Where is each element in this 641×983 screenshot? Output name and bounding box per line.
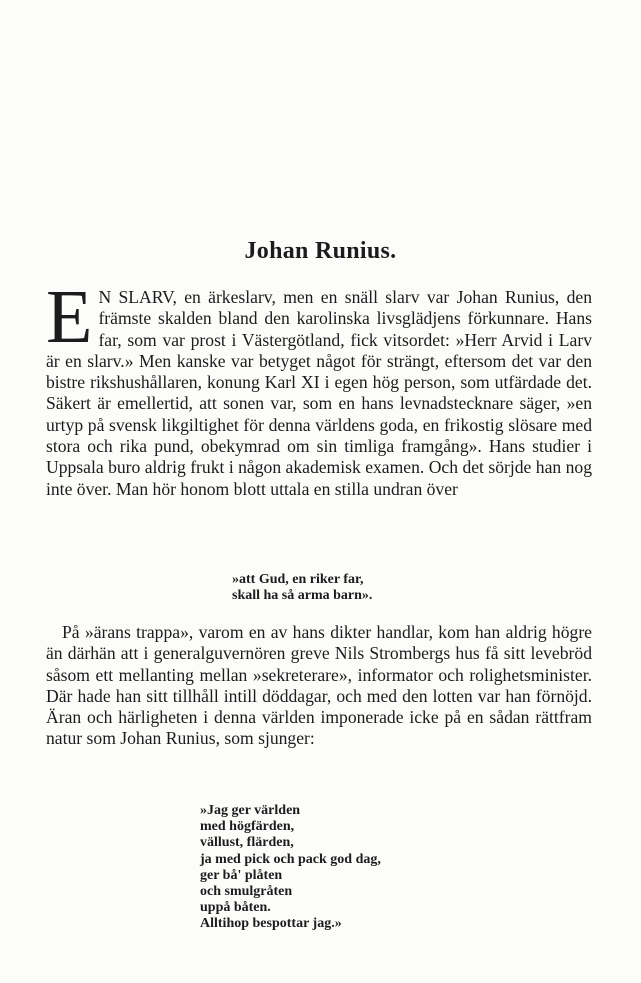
verse-line: skall ha så arma barn». [232,588,373,604]
paragraph-intro [46,275,592,500]
verse-line: ger bå' plåten [200,867,283,883]
verse-quote-1 [232,572,372,604]
verse-line: Alltihop bespottar jag.» [200,916,342,932]
verse-line: uppå båten. [200,900,271,916]
verse-line: och smulgråten [200,884,293,900]
verse-line: ja med pick och pack god dag, [200,851,381,867]
drop-cap: E [46,275,93,359]
verse-line: vällust, flärden, [200,835,294,851]
verse-line: »Jag ger världen [200,803,301,818]
verse-line: med högfärden, [200,819,295,835]
chapter-title: Johan Runius. [244,238,397,264]
verse-quote-2 [200,803,381,933]
paragraph-second: På »ärans trappa», varom en av hans dikter handlar, kom han aldrig högre än därhän att i generalguvernören greve Nils Strombergs hus få sitt levebröd såsom ett mellanting mellan »sekreterare», informator och rolighetsminister. Där hade han sitt tillhåll intill döddagar, och med den lotten var han förnöjd. Äran och härligheten i denna världen imponerade icke på en sådan rättfram natur som Johan Runius, som sjunger: [46,622,592,749]
paragraph-intro-text: N SLARV, en ärkeslarv, men en snäll slarv var Johan Runius, den främste skalden bland den karolinska livsglädjens förkunnare. Hans far, som var prost i Västergötland, fick vitsordet: »Herr Arvid i Larv är en slarv.» Men kanske var betyget något för strängt, eftersom det var den bistre rikshushållaren, konung Karl XI i egen hög person, som utfärdade det. Säkert är emellertid, att sonen var, som en hans levnadstecknare säger, »en urtyp på svensk likgiltighet för denna världens goda, en frikostig slösare med stora och rika pund, obekymrad om sin timliga framgång». Hans studier i Uppsala buro aldrig frukt i någon akademisk examen. Och det sörjde han nog inte över. Man hör honom blott uttala en stilla undran över [46,287,592,499]
verse-line: »att Gud, en riker far, [232,572,364,587]
